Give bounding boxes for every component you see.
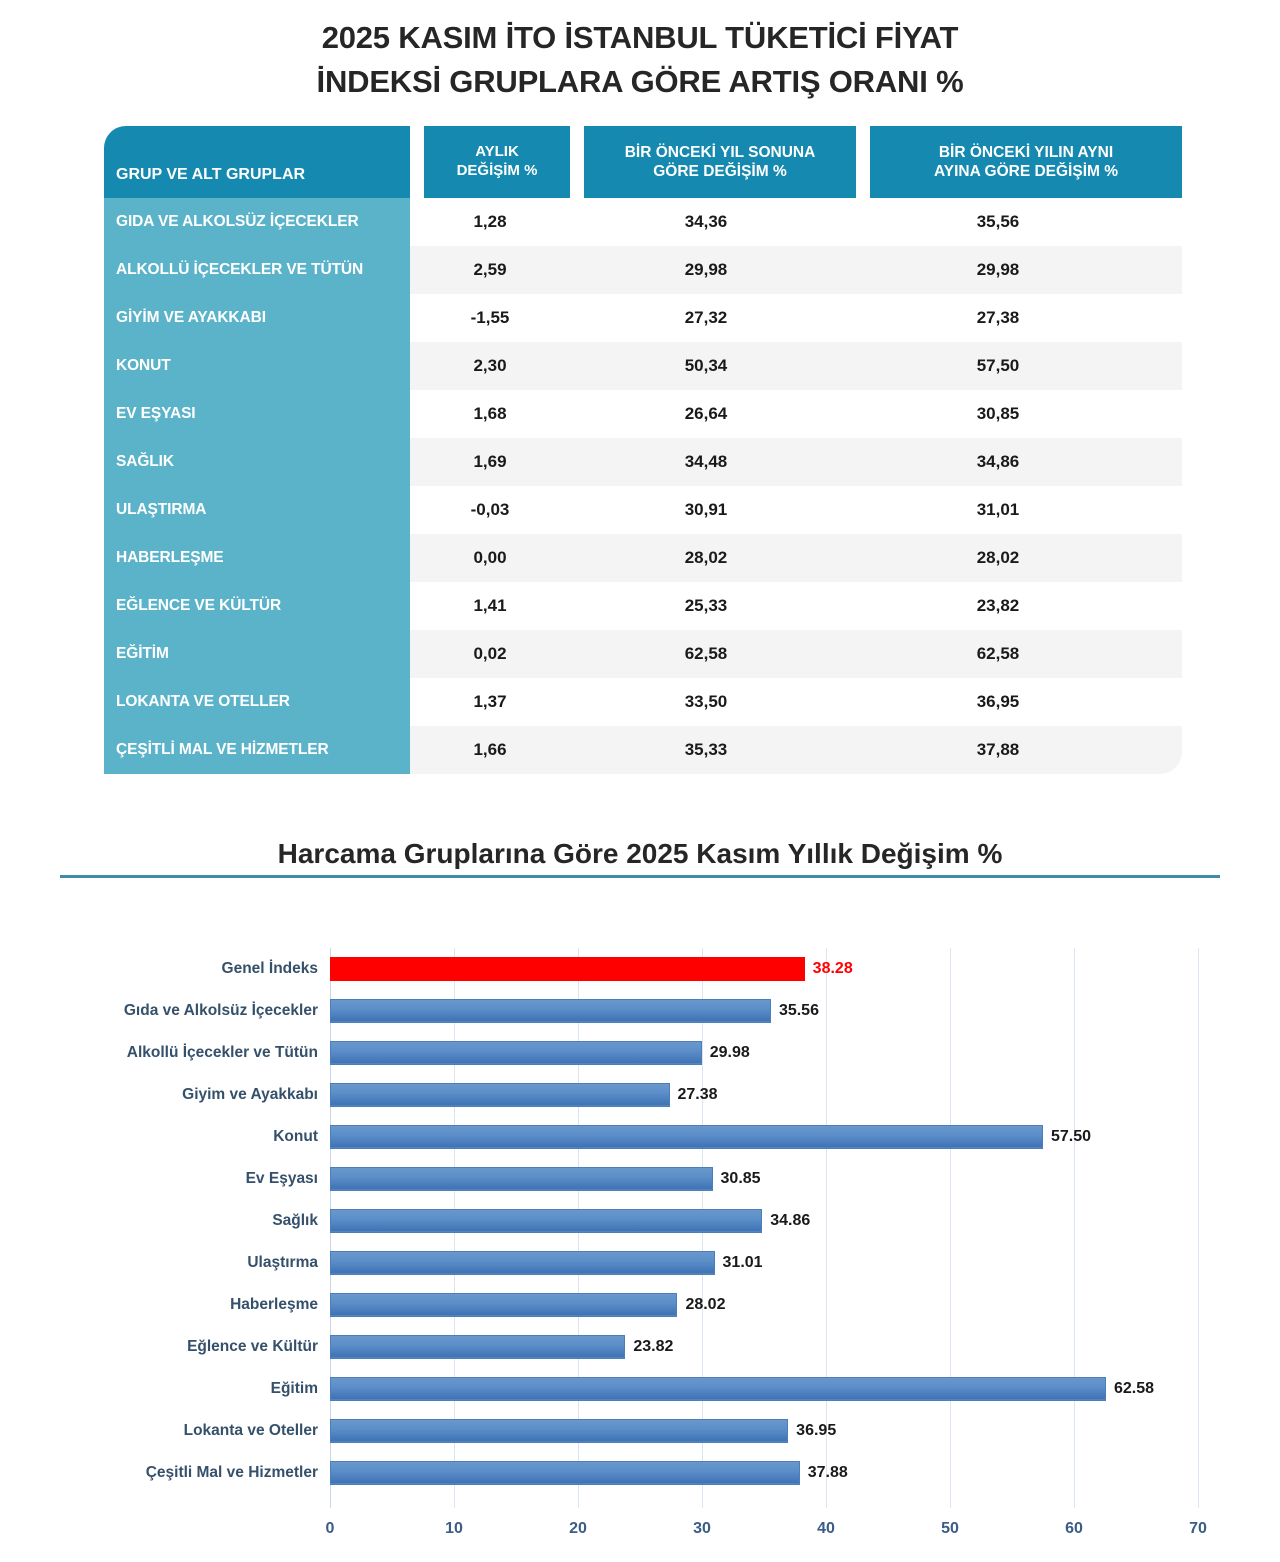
table-cell-monthly: 1,68 [473, 404, 507, 423]
chart-x-tick-label: 20 [569, 1520, 587, 1537]
chart-x-tick-label: 60 [1065, 1520, 1083, 1537]
column-header-group-label: GRUP VE ALT GRUPLAR [116, 166, 306, 183]
column-header-yoy-line-1: BİR ÖNCEKİ YILIN AYNI [938, 143, 1114, 161]
table-row [104, 342, 1182, 390]
table-cell-ytd: 28,02 [684, 548, 728, 567]
chart-bar-value-label: 62.58 [1113, 1380, 1155, 1397]
table-cell-yoy: 37,88 [976, 740, 1020, 759]
table-cell-ytd: 30,91 [684, 500, 728, 519]
chart-bar-row [145, 1452, 1198, 1494]
table-row-values [410, 582, 1182, 630]
chart-bar[interactable] [330, 1041, 702, 1065]
table-cell-group: LOKANTA VE OTELLER [104, 678, 410, 726]
table-cell-yoy: 36,95 [976, 692, 1020, 711]
table-cell-ytd: 34,36 [684, 212, 728, 231]
chart-bar-row [230, 1284, 1198, 1326]
chart-title-rule [60, 875, 1220, 878]
table-cell-monthly: 0,00 [473, 548, 507, 567]
table-cell-yoy: 23,82 [976, 596, 1020, 615]
table-row [104, 390, 1182, 438]
table-row [104, 582, 1182, 630]
table-cell-ytd: 62,58 [684, 644, 728, 663]
chart-bar[interactable] [330, 1293, 677, 1317]
table-cell-yoy: 27,38 [976, 308, 1020, 327]
header-spacer [570, 126, 584, 198]
table-row-values [410, 678, 1182, 726]
chart-bar-row [273, 1116, 1198, 1158]
table-row-values [410, 438, 1182, 486]
table-cell-monthly: -0,03 [470, 500, 510, 519]
chart-category-label: Ev Eşyası [245, 1170, 318, 1187]
table-cell-group: SAĞLIK [104, 438, 410, 486]
chart-bar[interactable] [330, 957, 805, 981]
table-cell-monthly: 0,02 [473, 644, 507, 663]
chart-bar-value-label: 57.50 [1051, 1128, 1092, 1145]
table-cell-ytd: 35,33 [684, 740, 728, 759]
chart-bar-row [247, 1242, 1198, 1284]
table-cell-group: KONUT [104, 342, 410, 390]
chart-bar-row [183, 1410, 1198, 1452]
table-row-values [410, 294, 1182, 342]
table-cell-group: EĞLENCE VE KÜLTÜR [104, 582, 410, 630]
column-header-group [104, 126, 410, 198]
page-title-line-2: İNDEKSİ GRUPLARA GÖRE ARTIŞ ORANI % [316, 64, 964, 100]
table-cell-yoy: 29,98 [976, 260, 1020, 279]
table-cell-group: GİYİM VE AYAKKABI [104, 294, 410, 342]
chart-category-label: Sağlık [272, 1212, 318, 1229]
header-spacer [856, 126, 870, 198]
bar-chart [0, 918, 1280, 1538]
chart-bar-value-label: 27.38 [677, 1086, 718, 1103]
chart-category-label: Eğlence ve Kültür [187, 1338, 318, 1355]
chart-bar[interactable] [330, 1125, 1043, 1149]
chart-category-label: Eğitim [270, 1380, 318, 1397]
table-row [104, 198, 1182, 246]
table-cell-ytd: 34,48 [684, 452, 728, 471]
chart-bar[interactable] [330, 1167, 713, 1191]
table-row-values [410, 726, 1182, 774]
table-row-values [410, 534, 1182, 582]
chart-x-tick-label: 40 [817, 1520, 835, 1537]
table-cell-yoy: 30,85 [976, 404, 1020, 423]
table-row [104, 678, 1182, 726]
table-row-values [410, 630, 1182, 678]
chart-bar-row [270, 1368, 1198, 1410]
table-cell-ytd: 26,64 [684, 404, 728, 423]
table-row-values [410, 198, 1182, 246]
page-title-line-1: 2025 KASIM İTO İSTANBUL TÜKETİCİ FİYAT [321, 20, 959, 55]
table-cell-ytd: 29,98 [684, 260, 728, 279]
chart-bar-row [245, 1158, 1198, 1200]
chart-gridline [1198, 948, 1199, 1508]
chart-bar-row [272, 1200, 1198, 1242]
table-cell-ytd: 50,34 [684, 356, 728, 375]
chart-category-label: Genel İndeks [221, 960, 318, 977]
chart-bar[interactable] [330, 999, 771, 1023]
chart-bar-value-label: 30.85 [720, 1170, 761, 1187]
chart-bar[interactable] [330, 1083, 670, 1107]
chart-category-label: Çeşitli Mal ve Hizmetler [145, 1464, 318, 1481]
table-row-values [410, 342, 1182, 390]
table-cell-monthly: 1,41 [473, 596, 507, 615]
chart-bar-row [123, 990, 1198, 1032]
table-row-values [410, 246, 1182, 294]
header-spacer [410, 126, 424, 198]
column-header-ytd-line-2: GÖRE DEĞİŞİM % [653, 163, 787, 180]
page-title [140, 0, 1140, 104]
chart-bar-value-label: 28.02 [685, 1296, 726, 1313]
chart-bar-value-label: 35.56 [778, 1002, 819, 1019]
chart-category-label: Lokanta ve Oteller [183, 1422, 318, 1439]
cpi-table [104, 126, 1182, 774]
chart-x-tick-label: 0 [325, 1520, 335, 1537]
table-cell-yoy: 62,58 [976, 644, 1020, 663]
table-cell-group: ALKOLLÜ İÇECEKLER VE TÜTÜN [104, 246, 410, 294]
table-row-values [410, 390, 1182, 438]
chart-plot-area [123, 948, 1198, 1508]
table-cell-monthly: 2,30 [473, 356, 507, 375]
table-row [104, 486, 1182, 534]
chart-bar-row [221, 948, 1198, 990]
table-row [104, 438, 1182, 486]
table-row [104, 630, 1182, 678]
table-cell-yoy: 35,56 [976, 212, 1020, 231]
table-cell-group: HABERLEŞME [104, 534, 410, 582]
chart-bar-value-label: 36.95 [796, 1422, 837, 1439]
column-header-monthly-line-1: AYLIK [475, 143, 519, 161]
chart-category-label: Alkollü İçecekler ve Tütün [126, 1044, 318, 1061]
table-cell-monthly: 1,66 [473, 740, 507, 759]
chart-bar[interactable] [330, 1335, 625, 1359]
chart-bar[interactable] [330, 1251, 715, 1275]
table-cell-ytd: 25,33 [684, 596, 728, 615]
table-row [104, 726, 1182, 774]
table-row [104, 534, 1182, 582]
chart-bar-value-label: 29.98 [709, 1044, 750, 1061]
chart-category-label: Konut [273, 1128, 318, 1145]
chart-bar[interactable] [330, 1377, 1106, 1401]
table-cell-yoy: 34,86 [976, 452, 1020, 471]
table-body [104, 198, 1182, 774]
chart-x-axis [325, 1508, 1207, 1548]
table-cell-group: ÇEŞİTLİ MAL VE HİZMETLER [104, 726, 410, 774]
table-cell-yoy: 28,02 [976, 548, 1020, 567]
chart-bar-row [126, 1032, 1198, 1074]
table-cell-monthly: 1,37 [473, 692, 507, 711]
chart-x-tick-label: 70 [1189, 1520, 1207, 1537]
chart-title: Harcama Gruplarına Göre 2025 Kasım Yıllık Değişim % [277, 838, 1003, 869]
chart-category-label: Gıda ve Alkolsüz İçecekler [123, 1002, 318, 1019]
chart-bar-value-label: 38.28 [812, 960, 853, 977]
table-cell-monthly: -1,55 [470, 308, 510, 327]
chart-bar[interactable] [330, 1209, 762, 1233]
chart-bar-value-label: 34.86 [770, 1212, 811, 1229]
table-cell-group: EĞİTİM [104, 630, 410, 678]
column-header-ytd-line-1: BİR ÖNCEKİ YIL SONUNA [624, 143, 816, 161]
chart-category-label: Ulaştırma [247, 1254, 318, 1271]
chart-category-label: Haberleşme [230, 1296, 318, 1313]
chart-bar-row [187, 1326, 1198, 1368]
chart-bar-value-label: 23.82 [633, 1338, 674, 1355]
table-cell-monthly: 1,28 [473, 212, 507, 231]
chart-bar-value-label: 31.01 [722, 1254, 763, 1271]
column-header-yoy-line-2: AYINA GÖRE DEĞİŞİM % [933, 163, 1119, 180]
chart-bar-value-label: 37.88 [807, 1464, 848, 1481]
chart-x-tick-label: 30 [693, 1520, 711, 1537]
table-row [104, 246, 1182, 294]
column-header-monthly-line-2: DEĞİŞİM % [456, 162, 538, 179]
table-row-values [410, 486, 1182, 534]
chart-bar[interactable] [330, 1419, 788, 1443]
table-header-row [104, 126, 1182, 198]
table-cell-group: ULAŞTIRMA [104, 486, 410, 534]
chart-x-tick-label: 10 [445, 1520, 463, 1537]
table-cell-ytd: 33,50 [684, 692, 728, 711]
table-row [104, 294, 1182, 342]
table-cell-monthly: 1,69 [473, 452, 507, 471]
column-header-ytd [584, 126, 856, 198]
table-cell-group: EV EŞYASI [104, 390, 410, 438]
table-cell-group: GIDA VE ALKOLSÜZ İÇECEKLER [104, 198, 410, 246]
table-cell-ytd: 27,32 [684, 308, 728, 327]
column-header-yoy [870, 126, 1182, 198]
table-cell-yoy: 31,01 [976, 500, 1020, 519]
table-cell-yoy: 57,50 [976, 356, 1020, 375]
table-cell-monthly: 2,59 [473, 260, 507, 279]
chart-x-tick-label: 50 [941, 1520, 959, 1537]
chart-bar-row [182, 1074, 1198, 1116]
chart-bar[interactable] [330, 1461, 800, 1485]
column-header-monthly [424, 126, 570, 198]
chart-category-label: Giyim ve Ayakkabı [182, 1086, 318, 1103]
